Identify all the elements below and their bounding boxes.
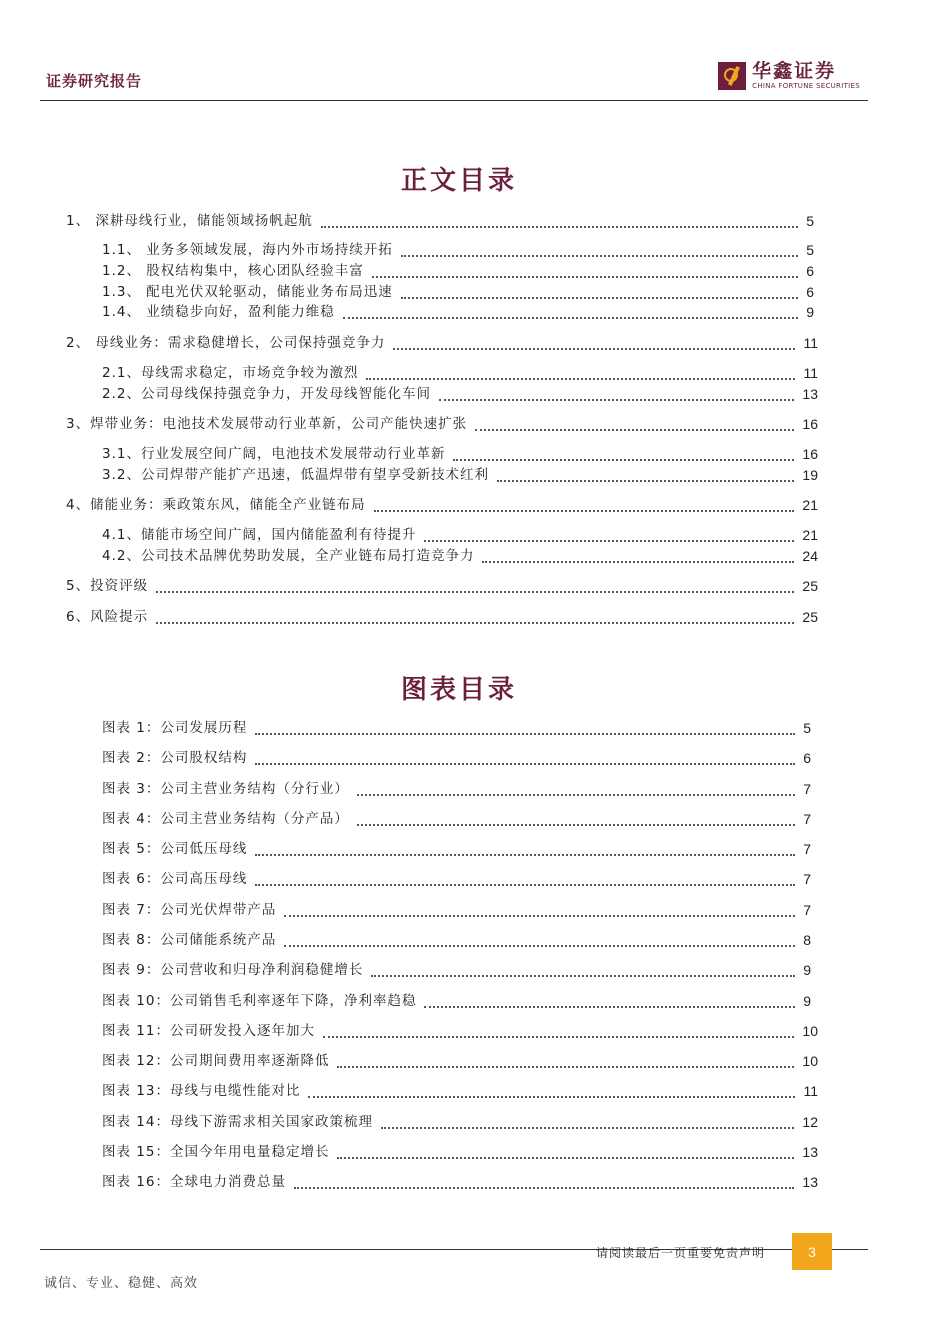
toc-entry-page: 25: [802, 578, 818, 594]
toc-entry-page: 5: [806, 213, 814, 229]
toc-entry[interactable]: [102, 261, 814, 281]
toc-entry-page: 25: [802, 609, 818, 625]
figure-toc-entry-label: 图表 8：公司储能系统产品: [102, 932, 277, 948]
figure-toc-entry-label: 图表 12：公司期间费用率逐渐降低: [102, 1053, 330, 1069]
toc-entry-label: 1.4、 业绩稳步向好，盈利能力维稳: [102, 304, 335, 320]
toc-entry-page: 19: [802, 467, 818, 483]
figure-toc-entry-page: 7: [803, 781, 811, 797]
figure-toc-entry-page: 7: [803, 811, 811, 827]
figure-toc-entry[interactable]: [102, 960, 811, 980]
figure-toc-entry[interactable]: [102, 1021, 818, 1041]
footer-slogan: 诚信、专业、稳健、高效: [44, 1276, 199, 1291]
toc-entry-page: 21: [802, 497, 818, 513]
figure-toc-entry-label: 图表 4：公司主营业务结构（分产品）: [102, 811, 349, 827]
toc-entry[interactable]: [102, 546, 818, 566]
toc-entry-page: 13: [802, 386, 818, 402]
toc-entry-page: 11: [803, 365, 818, 381]
toc-entry-label: 1.3、 配电光伏双轮驱动，储能业务布局迅速: [102, 284, 393, 300]
brand-logo: [718, 61, 860, 91]
toc-entry-page: 16: [802, 446, 818, 462]
figure-toc-entry[interactable]: [102, 930, 811, 950]
toc-entry-label: 4.2、公司技术品牌优势助发展，全产业链布局打造竞争力: [102, 548, 475, 564]
figure-toc-entry-page: 13: [802, 1174, 818, 1190]
toc-entry-label: 1.2、 股权结构集中，核心团队经验丰富: [102, 263, 364, 279]
figure-toc-entry-label: 图表 7：公司光伏焊带产品: [102, 902, 277, 918]
report-type-label: 证券研究报告: [46, 72, 143, 90]
toc-entry[interactable]: [102, 384, 818, 404]
figure-toc-entry-label: 图表 6：公司高压母线: [102, 871, 248, 887]
toc-entry[interactable]: [102, 240, 814, 260]
toc-entry[interactable]: [66, 414, 818, 434]
toc-entry-page: 16: [802, 416, 818, 432]
toc-entry-page: 24: [802, 548, 818, 564]
figure-toc-entry-page: 8: [803, 932, 811, 948]
figure-toc-entry-page: 6: [803, 750, 811, 766]
toc-entry[interactable]: [102, 363, 818, 383]
figure-toc-entry[interactable]: [102, 839, 811, 859]
toc-entry-label: 6、风险提示: [66, 609, 149, 625]
toc-entry[interactable]: [66, 211, 814, 231]
figure-toc-entry-label: 图表 5：公司低压母线: [102, 841, 248, 857]
figure-toc-entry-page: 5: [803, 720, 811, 736]
figure-toc-entry-page: 10: [802, 1023, 818, 1039]
figure-toc-entry-label: 图表 2：公司股权结构: [102, 750, 248, 766]
figure-toc-entry-label: 图表 15：全国今年用电量稳定增长: [102, 1144, 330, 1160]
figure-toc-entry-page: 7: [803, 841, 811, 857]
figure-toc-entry-page: 10: [802, 1053, 818, 1069]
figure-toc-entry-label: 图表 11：公司研发投入逐年加大: [102, 1023, 315, 1039]
figure-toc-entry[interactable]: [102, 991, 811, 1011]
toc-entry[interactable]: [102, 444, 818, 464]
toc-entry-page: 5: [806, 242, 814, 258]
toc-entry[interactable]: [102, 525, 818, 545]
toc-entry-label: 3.2、公司焊带产能扩产迅速，低温焊带有望享受新技术红利: [102, 467, 489, 483]
page-number-badge: 3: [792, 1233, 832, 1270]
figure-toc-entry-label: 图表 13：母线与电缆性能对比: [102, 1083, 301, 1099]
toc-entry[interactable]: [66, 495, 818, 515]
toc-entry[interactable]: [66, 607, 818, 627]
figure-toc-entry[interactable]: [102, 900, 811, 920]
figure-toc-entry[interactable]: [102, 869, 811, 889]
toc-entry-page: 6: [806, 284, 814, 300]
toc-entry-page: 21: [802, 527, 818, 543]
figure-toc-entry[interactable]: [102, 779, 811, 799]
logo-icon: [718, 62, 746, 90]
toc-entry-label: 2、 母线业务：需求稳健增长，公司保持强竞争力: [66, 335, 386, 351]
figure-toc-entry-page: 13: [802, 1144, 818, 1160]
toc-entry-label: 1、 深耕母线行业，储能领域扬帆起航: [66, 213, 313, 229]
figure-toc-entry[interactable]: [102, 809, 811, 829]
figure-toc-entry[interactable]: [102, 1172, 818, 1192]
toc-entry-label: 3.1、行业发展空间广阔，电池技术发展带动行业革新: [102, 446, 446, 462]
figure-toc-entry-label: 图表 16：全球电力消费总量: [102, 1174, 286, 1190]
figure-toc-entry[interactable]: [102, 1081, 818, 1101]
toc-entry[interactable]: [102, 282, 814, 302]
toc-entry-label: 4、储能业务：乘政策东风，储能全产业链布局: [66, 497, 366, 513]
page-header: [40, 58, 868, 101]
toc-entry-label: 3、焊带业务：电池技术发展带动行业革新，公司产能快速扩张: [66, 416, 468, 432]
figure-toc-entry-label: 图表 10：公司销售毛利率逐年下降，净利率趋稳: [102, 993, 417, 1009]
toc-entry-label: 5、投资评级: [66, 578, 149, 594]
toc-entry-page: 9: [806, 304, 814, 320]
figure-toc-entry-page: 9: [803, 962, 811, 978]
figure-toc-entry[interactable]: [102, 1051, 818, 1071]
brand-name-cn: 华鑫证券: [752, 60, 837, 82]
figure-toc-entry-label: 图表 9：公司营收和归母净利润稳健增长: [102, 962, 364, 978]
figure-toc-entry-page: 7: [803, 902, 811, 918]
figure-toc-entry[interactable]: [102, 1112, 818, 1132]
toc-entry[interactable]: [102, 302, 814, 322]
toc-entry-label: 1.1、 业务多领域发展，海内外市场持续开拓: [102, 242, 393, 258]
toc-entry-page: 6: [806, 263, 814, 279]
toc-entry-label: 2.2、公司母线保持强竞争力，开发母线智能化车间: [102, 386, 431, 402]
figure-toc-entry[interactable]: [102, 748, 811, 768]
figure-toc-entry-label: 图表 1：公司发展历程: [102, 720, 248, 736]
toc-entry-label: 4.1、储能市场空间广阔，国内储能盈利有待提升: [102, 527, 417, 543]
toc-entry[interactable]: [66, 576, 818, 596]
toc-entry[interactable]: [66, 333, 818, 353]
figure-toc-entry-page: 11: [803, 1083, 818, 1099]
disclaimer-link[interactable]: 请阅读最后一页重要免责声明: [596, 1246, 766, 1260]
toc-entry[interactable]: [102, 465, 818, 485]
figure-toc-entry[interactable]: [102, 1142, 818, 1162]
toc-entry-page: 11: [803, 335, 818, 351]
figure-toc-entry[interactable]: [102, 718, 811, 738]
toc-entry-label: 2.1、母线需求稳定，市场竞争较为激烈: [102, 365, 359, 381]
figure-toc-entry-page: 9: [803, 993, 811, 1009]
brand-name-en: CHINA FORTUNE SECURITIES: [752, 82, 860, 90]
figure-toc-entry-label: 图表 3：公司主营业务结构（分行业）: [102, 781, 349, 797]
figure-toc-entry-page: 7: [803, 871, 811, 887]
figure-toc-entry-label: 图表 14：母线下游需求相关国家政策梳理: [102, 1114, 373, 1130]
figure-toc-entry-page: 12: [802, 1114, 818, 1130]
figure-toc-title: 图表目录: [400, 675, 517, 705]
main-toc-title: 正文目录: [400, 166, 517, 196]
